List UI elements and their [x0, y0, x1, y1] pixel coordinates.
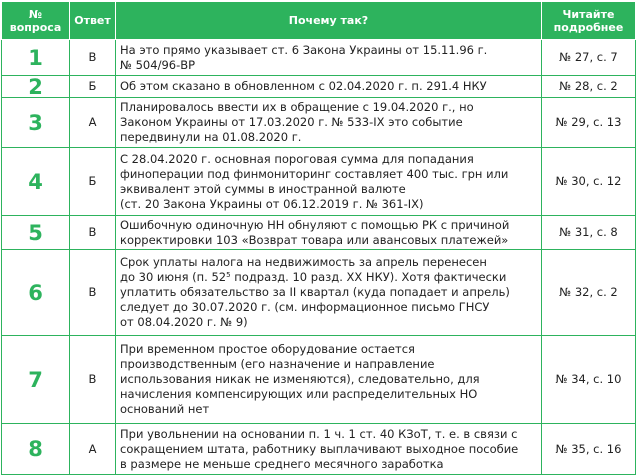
question-number: 5	[2, 216, 70, 250]
reference: № 34, с. 10	[542, 336, 636, 424]
answer-letter: В	[70, 336, 116, 424]
question-number: 8	[2, 424, 70, 475]
table-row	[2, 76, 636, 98]
table-row	[2, 336, 636, 424]
answer-letter: Б	[70, 76, 116, 98]
superscript-marker: 5	[226, 271, 231, 279]
question-number: 7	[2, 336, 70, 424]
table-row	[2, 250, 636, 336]
answer-letter: В	[70, 40, 116, 76]
explanation: При увольнении на основании п. 1 ч. 1 ст. 40 КЗоТ, т. е. в связи с сокращением штата, работнику выплачивают выходное пособие в размере не меньше среднего месячного заработка	[116, 424, 542, 475]
question-number: 1	[2, 40, 70, 76]
answer-letter: В	[70, 216, 116, 250]
header-read-more: Читайте подробнее	[542, 2, 636, 40]
reference: № 27, с. 7	[542, 40, 636, 76]
question-number: 3	[2, 98, 70, 148]
answer-letter: В	[70, 250, 116, 336]
explanation: При временном простое оборудование остается производственным (его назначение и направление использования никак не изменяются), следовательно, для начисления компенсирующих или распределительных НО оснований нет	[116, 336, 542, 424]
answer-letter: А	[70, 424, 116, 475]
header-why: Почему так?	[116, 2, 542, 40]
reference: № 30, с. 12	[542, 148, 636, 216]
table-row	[2, 424, 636, 475]
explanation: Об этом сказано в обновленном с 02.04.2020 г. п. 291.4 НКУ	[116, 76, 542, 98]
answer-letter: Б	[70, 148, 116, 216]
header-answer: Ответ	[70, 2, 116, 40]
reference: № 31, с. 8	[542, 216, 636, 250]
table-row	[2, 98, 636, 148]
question-number: 2	[2, 76, 70, 98]
explanation: Срок уплаты налога на недвижимость за апрель перенесен до 30 июня (п. $52^5$ подразд. 10 разд. XX НКУ). Хотя фактически уплатить обязательство за II квартал (куда попадает и апрель) следует до 30.07.2020 г. (см. информационное письмо ГНСУ от 08.04.2020 г. № 9)	[116, 250, 542, 336]
answer-letter: А	[70, 98, 116, 148]
header-question-num: № вопроса	[2, 2, 70, 40]
reference: № 32, с. 2	[542, 250, 636, 336]
explanation: Планировалось ввести их в обращение с 19.04.2020 г., но Законом Украины от 17.03.2020 г. № 533-IX это событие передвинули на 01.08.2020 г.	[116, 98, 542, 148]
explanation: Ошибочную одиночную НН обнуляют с помощью РК с причиной корректировки 103 «Возврат товара или авансовых платежей»	[116, 216, 542, 250]
reference: № 28, с. 2	[542, 76, 636, 98]
explanation: На это прямо указывает ст. 6 Закона Украины от 15.11.96 г. № 504/96-ВР	[116, 40, 542, 76]
table-row	[2, 216, 636, 250]
table-row	[2, 148, 636, 216]
answers-table	[1, 1, 636, 475]
reference: № 29, с. 13	[542, 98, 636, 148]
reference: № 35, с. 16	[542, 424, 636, 475]
question-number: 6	[2, 250, 70, 336]
question-number: 4	[2, 148, 70, 216]
explanation: С 28.04.2020 г. основная пороговая сумма для попадания финоперации под финмониторинг составляет 400 тыс. грн или эквивалент этой суммы в иностранной валюте (ст. 20 Закона Украины от 06.12.2019 г. № 361-IX)	[116, 148, 542, 216]
table-row	[2, 40, 636, 76]
header-row	[2, 2, 636, 40]
